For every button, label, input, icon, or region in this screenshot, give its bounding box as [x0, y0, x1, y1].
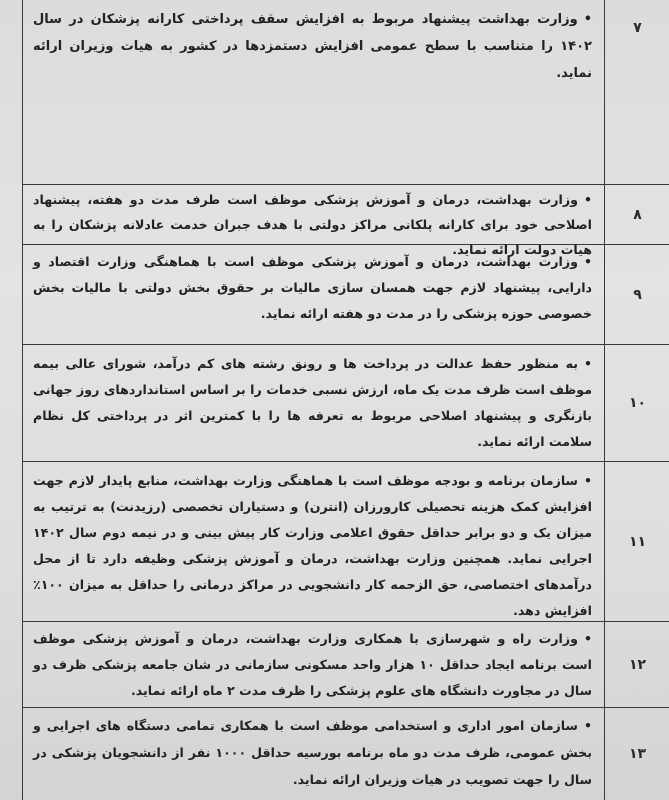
row-text: سازمان برنامه و بودجه موظف است با هماهنگی وزارت بهداشت، منابع پایدار لازم جهت افزایش کمک هزینه تحصیلی کارورزان (انترن) و دستیاران تخصصی (رزیدنت) به ترتیب به میزان یک و دو برابر حداقل حقوق اعلامی وزارت کار پیش بینی و در نیمه دوم سال ۱۴۰۲ اجرایی نماید. همچنین وزارت بهداشت، درمان و آموزش پزشکی وظیفه دارد تا از محل درآمدهای اختصاصی، حق الزحمه کار دانشجویی در مراکز درمانی را حداقل به میزان ۱۰۰٪ افزایش دهد.: [33, 473, 592, 618]
row-text-cell: [23, 0, 604, 184]
row-number-cell: [604, 185, 669, 244]
row-number-cell: [604, 345, 669, 461]
row-number-cell: [604, 0, 669, 184]
bullet-icon: •: [583, 718, 592, 733]
row-number-cell: [604, 708, 669, 800]
bullet-icon: •: [583, 192, 592, 207]
row-text: وزارت بهداشت پیشنهاد مربوط به افزایش سقف پرداختی کارانه پزشکان در سال ۱۴۰۲ را متناسب با سطح عمومی افزایش دستمزدها در کشور به هیات وزیران ارائه نماید.: [33, 12, 592, 81]
row-text-cell: [23, 345, 604, 461]
table-row: [23, 245, 669, 345]
row-text: سازمان امور اداری و استخدامی موظف است با همکاری تمامی دستگاه های اجرایی و بخش عمومی، ظرف مدت دو ماه برنامه بورسیه حداقل ۱۰۰۰ نفر از دانشجویان پزشکی در سال را جهت تصویب در هیات وزیران ارائه نماید.: [33, 718, 592, 787]
row-number-cell: [604, 462, 669, 621]
row-text: به منظور حفظ عدالت در پرداخت ها و رونق رشته های کم درآمد، شورای عالی بیمه موظف است ظرف مدت یک ماه، ارزش نسبی خدمات را بر اساس استانداردهای روز جهانی بازنگری و پیشنهاد اصلاحی مربوط به تعرفه ها را با کمترین اثر در پرداختی کل نظام سلامت ارائه نماید.: [33, 356, 592, 449]
bullet-icon: •: [583, 631, 592, 646]
row-text: وزارت بهداشت، درمان و آموزش پزشکی موظف است با هماهنگی وزارت اقتصاد و دارایی، پیشنهاد لازم جهت همسان سازی مالیات بر حقوق بخش دولتی با مالیات بخش خصوصی حوزه پزشکی را در مدت دو هفته ارائه نماید.: [33, 254, 592, 321]
table-row: [23, 708, 669, 800]
row-number: ۱۲: [628, 656, 647, 673]
row-number: ۱۱: [628, 533, 647, 550]
row-number-cell: [604, 245, 669, 344]
row-number: ۸: [633, 206, 642, 223]
row-text-cell: [23, 245, 604, 344]
bullet-icon: •: [583, 254, 592, 269]
row-text: وزارت راه و شهرسازی با همکاری وزارت بهداشت، درمان و آموزش پزشکی موظف است برنامه ایجاد حداقل ۱۰ هزار واحد مسکونی سازمانی در شان جامعه پزشکی ظرف دو سال در مجاورت دانشگاه های علوم پزشکی را ظرف مدت ۲ ماه ارائه نماید.: [33, 631, 592, 698]
table-row: [23, 622, 669, 708]
row-text-cell: [23, 462, 604, 621]
bullet-icon: •: [583, 356, 592, 371]
row-text-cell: [23, 622, 604, 707]
bullet-icon: •: [583, 12, 592, 27]
row-text-cell: [23, 708, 604, 800]
table-row: [23, 185, 669, 257]
bullet-icon: •: [583, 473, 592, 488]
row-text: وزارت بهداشت، درمان و آموزش پزشکی موظف است طرف مدت دو هفته، پیشنهاد اصلاحی خود برای کارانه پلکانی مراکز دولتی با هدف جبران خدمت عادلانه پزشکان را به هیات دولت ارائه نماید.: [33, 192, 592, 257]
row-number: ۱۰: [628, 395, 647, 411]
resolutions-table: [22, 0, 669, 800]
row-number: ۱۳: [628, 746, 647, 762]
row-text-cell: [23, 185, 604, 257]
row-number-cell: [604, 622, 669, 707]
row-number: ۹: [633, 286, 642, 303]
row-number: ۷: [633, 20, 642, 36]
table-row: [23, 0, 669, 185]
table-row: [23, 462, 669, 622]
table-row: [23, 345, 669, 462]
